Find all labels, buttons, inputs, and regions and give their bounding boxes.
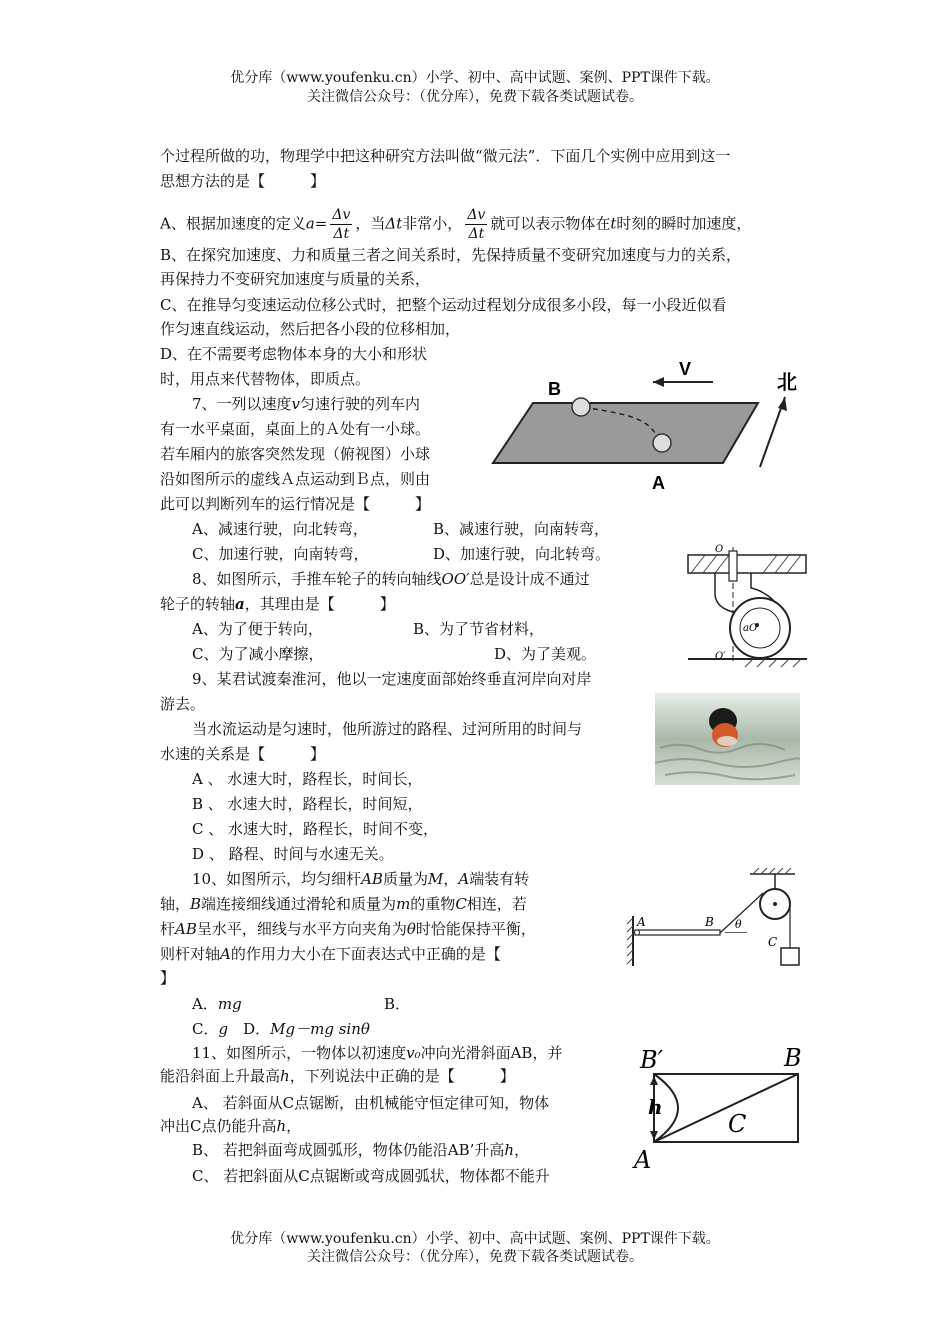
q7-line-1: [192, 394, 420, 414]
q9-option-d: D 、 路程、时间与水速无关。: [192, 845, 394, 863]
q11-option-a-line-2: [160, 1116, 301, 1136]
q10-figure: [625, 866, 810, 968]
q10-l4b: 的作用力大小在下面表达式中正确的是【: [230, 945, 501, 963]
q6-option-b-line-1: B、在探究加速度、力和质量三者之间关系时，先保持质量不变研究加速度与力的关系，: [160, 246, 742, 264]
q8-option-b: B、为了节省材料，: [413, 620, 545, 638]
q10-l4-a: A: [220, 945, 231, 963]
q11-line-1: [192, 1043, 562, 1063]
q10-l3ab: AB: [175, 920, 197, 938]
intro-line-2: 思想方法的是【 】: [160, 172, 326, 190]
incline-ab: [654, 1074, 798, 1142]
q10-l3t: θ: [406, 920, 416, 938]
q6-fraction-1: [330, 206, 352, 243]
q11-a2b: ，: [286, 1117, 302, 1135]
q7-option-b: B、减速行驶，向南转弯，: [433, 520, 610, 538]
fig-label-a: A: [634, 1146, 652, 1172]
weight-c: [781, 948, 799, 965]
q6-a-mid2: 非常小，: [402, 214, 463, 233]
q10-l3b: 呈水平，细线与水平方向夹角为: [196, 920, 407, 938]
rod-ab: [635, 930, 720, 935]
height-arrowhead-top: [650, 1076, 658, 1085]
q10-l2a: 轴，: [160, 895, 191, 913]
q6-a-var: a: [305, 214, 315, 233]
q8-l1o: OO′: [441, 570, 470, 588]
q11-option-b: [192, 1140, 529, 1160]
footer-line-2: 关注微信公众号：（优分库），免费下载各类试题试卷。: [307, 1249, 643, 1265]
q7-option-d: D、加速行驶，向北转弯。: [433, 545, 611, 563]
q7-l1a: 7、一列以速度: [192, 395, 292, 413]
q7-l1v: v: [291, 395, 301, 413]
frac-num: Δv: [467, 207, 486, 223]
q11-l1v: v₀: [406, 1044, 421, 1062]
q6-a-prefix: A、根据加速度的定义: [160, 214, 306, 233]
q7-option-a: A、减速行驶，向北转弯，: [192, 520, 368, 538]
q10-l2-b: B: [190, 895, 202, 913]
q9-option-a: A 、 水速大时，路程长，时间长，: [192, 770, 423, 788]
q10-option-c-d: [192, 1019, 370, 1039]
q10-opt-a-val: mg: [217, 995, 242, 1013]
q9-option-b: B 、 水速大时，路程长，时间短，: [192, 795, 423, 813]
q9-line-1: 9、某君试渡秦淮河，他以一定速度面部始终垂直河岸向对岸: [192, 670, 592, 688]
ground-hatching: [745, 659, 801, 667]
q7-line-4: 沿如图所示的虚线Ａ点运动到Ｂ点，则由: [160, 470, 431, 488]
q10-l1-a: A: [458, 870, 470, 888]
fig-label-a: A: [637, 915, 646, 929]
table-surface: [493, 403, 758, 463]
q8-l1a: 8、如图所示，手推车轮子的转向轴线: [192, 570, 442, 588]
fig-label-b-prime: B′: [640, 1046, 664, 1074]
q10-l1ab: AB: [361, 870, 383, 888]
q10-l1c: ，: [443, 870, 459, 888]
ball-at-b: [572, 398, 590, 416]
fig-label-north: 北: [777, 370, 797, 394]
q10-l2m: m: [396, 895, 411, 913]
q11-l2b: ，下列说法中正确的是【 】: [289, 1067, 515, 1085]
wheel: [730, 598, 790, 658]
q10-l1d: 端装有转: [469, 870, 530, 888]
q10-opt-c-label: C．: [192, 1020, 219, 1038]
q10-option-b: B．: [384, 995, 411, 1013]
q8-option-a: A、为了便于转向，: [192, 620, 323, 638]
q6-option-a: [160, 206, 751, 243]
ceiling-hatching: [753, 868, 791, 874]
header-line-1: 优分库（www.youfenku.cn）小学、初中、高中试题、案例、PPT课件下载。: [230, 70, 720, 86]
q11-b1a: B、 若把斜面弯成圆弧形，物体仍能沿AB’升高: [192, 1141, 505, 1159]
q6-a-end: 时刻的瞬时加速度，: [616, 214, 752, 233]
q6-option-d-line-1: D、在不需要考虑物体本身的大小和形状: [160, 345, 428, 363]
fig-label-b: B: [548, 379, 561, 399]
q10-opt-c-val: g: [218, 1020, 229, 1038]
q9-line-4: 水速的关系是【 】: [160, 745, 326, 763]
q11-l1a: 11、如图所示，一物体以初速度: [192, 1044, 407, 1062]
q10-line-1: [192, 869, 529, 889]
q10-l1m: M: [427, 870, 444, 888]
q10-l2b: 端连接细线通过滑轮和质量为: [201, 895, 397, 913]
q6-a-eq: =: [314, 214, 328, 233]
q11-l2a: 能沿斜面上升最高: [160, 1067, 281, 1085]
q11-a2h: h: [276, 1117, 287, 1135]
fig-label-a: aO: [743, 623, 758, 634]
q6-a-t: t: [610, 214, 617, 233]
fig-label-o-prime: O′: [715, 651, 726, 662]
hinge-a: [635, 930, 640, 935]
pivot-pin: [729, 551, 737, 581]
fig-label-c: C: [768, 935, 778, 949]
header-line-2: 关注微信公众号：（优分库），免费下载各类试题试卷。: [307, 89, 643, 105]
q10-l4a: 则杆对轴: [160, 945, 221, 963]
north-arrowhead: [778, 397, 787, 411]
q10-line-4: [160, 944, 501, 964]
q6-option-d-line-2: 时，用点来代替物体，即质点。: [160, 370, 371, 388]
q7-figure: [488, 355, 810, 495]
q10-l1a: 10、如图所示，均匀细杆: [192, 870, 362, 888]
height-arrowhead-bottom: [650, 1131, 658, 1140]
q10-l3a: 杆: [160, 920, 176, 938]
q11-b1b: ，: [514, 1141, 530, 1159]
q10-l1b: 质量为: [382, 870, 428, 888]
q10-opt-d-val: Mg－mg sinθ: [270, 1020, 370, 1038]
frac-num: Δv: [332, 207, 351, 223]
q6-a-dt: Δt: [385, 214, 403, 233]
fig-label-h: h: [648, 1095, 663, 1119]
q11-l1b: 冲向光滑斜面AB，并: [420, 1044, 563, 1062]
q10-line-2: [160, 894, 527, 914]
q7-line-5: 此可以判断列车的运行情况是【 】: [160, 495, 431, 513]
q10-option-a: [192, 994, 242, 1014]
pulley-axle: [773, 902, 777, 906]
q10-opt-d-label: D．: [243, 1020, 271, 1038]
q8-figure: [685, 543, 810, 668]
q8-l1b: 总是设计成不通过: [469, 570, 590, 588]
q9-line-2: 游去。: [160, 695, 206, 713]
q7-l1b: 匀速行驶的列车内: [300, 395, 421, 413]
q10-opt-a-label: A．: [192, 995, 218, 1013]
q6-a-mid3: 就可以表示物体在: [490, 214, 611, 233]
q6-option-c-line-2: 作匀速直线运动，然后把各小段的位移相加，: [160, 320, 461, 338]
ball-at-a: [653, 434, 671, 452]
q11-line-2: [160, 1066, 515, 1086]
q11-option-a-line-1: A、 若斜面从C点锯断，由机械能守恒定律可知，物体: [192, 1094, 550, 1112]
fig-label-b: B: [784, 1044, 802, 1072]
q6-option-b-line-2: 再保持力不变研究加速度与质量的关系，: [160, 270, 431, 288]
q7-line-3: 若车厢内的旅客突然发现（俯视图）小球: [160, 445, 431, 463]
q11-l2h: h: [280, 1067, 290, 1085]
fig-label-v: V: [679, 359, 692, 379]
q6-a-mid1: ，当: [355, 214, 386, 233]
q11-b1h: h: [504, 1141, 515, 1159]
q8-l2v: a: [235, 595, 245, 613]
q8-option-c: C、为了减小摩擦，: [192, 645, 324, 663]
q10-line-3: [160, 919, 536, 939]
q11-a2a: 冲出C点仍能升高: [160, 1117, 277, 1135]
q8-line-1: [192, 569, 590, 589]
q11-option-c: C、 若把斜面从C点锯断或弯成圆弧状，物体都不能升: [192, 1167, 550, 1185]
q10-l2d: 相连，若: [466, 895, 527, 913]
q9-line-3: 当水流运动是匀速时，他所游过的路程、过河所用的时间与: [192, 720, 583, 738]
q9-option-c: C 、 水速大时，路程长，时间不变，: [192, 820, 439, 838]
q9-swimmer-photo: [655, 693, 800, 785]
q6-fraction-2: [465, 206, 487, 243]
fig-label-o: O: [715, 544, 724, 555]
fig-label-theta: θ: [735, 918, 742, 931]
q10-l3c: 时恰能保持平衡，: [415, 920, 536, 938]
fig-label-c: C: [728, 1110, 747, 1138]
fig-label-a: A: [652, 473, 665, 493]
intro-line-1: 个过程所做的功，物理学中把这种研究方法叫做“微元法”．下面几个实例中应用到这一: [160, 147, 731, 165]
fig-label-b: B: [705, 915, 714, 929]
q11-figure: [632, 1040, 814, 1172]
splash: [717, 736, 737, 746]
q6-option-c-line-1: C、在推导匀变速运动位移公式时，把整个运动过程划分成很多小段，每一小段近似看: [160, 296, 727, 314]
q8-line-2: [160, 594, 395, 614]
frac-den: Δt: [468, 226, 485, 242]
q10-line-5: 】: [160, 969, 176, 987]
frac-den: Δt: [333, 226, 350, 242]
q10-l2c: 的重物: [410, 895, 456, 913]
q10-l2-c: C: [455, 895, 467, 913]
q8-option-d: D、为了美观。: [494, 645, 597, 663]
velocity-arrowhead: [653, 377, 664, 387]
q8-l2a: 轮子的转轴: [160, 595, 236, 613]
q8-l2b: ，其理由是【 】: [244, 595, 395, 613]
q7-option-c: C、加速行驶，向南转弯，: [192, 545, 369, 563]
q7-line-2: 有一水平桌面，桌面上的Ａ处有一小球。: [160, 420, 431, 438]
footer-line-1: 优分库（www.youfenku.cn）小学、初中、高中试题、案例、PPT课件下载。: [230, 1231, 720, 1247]
